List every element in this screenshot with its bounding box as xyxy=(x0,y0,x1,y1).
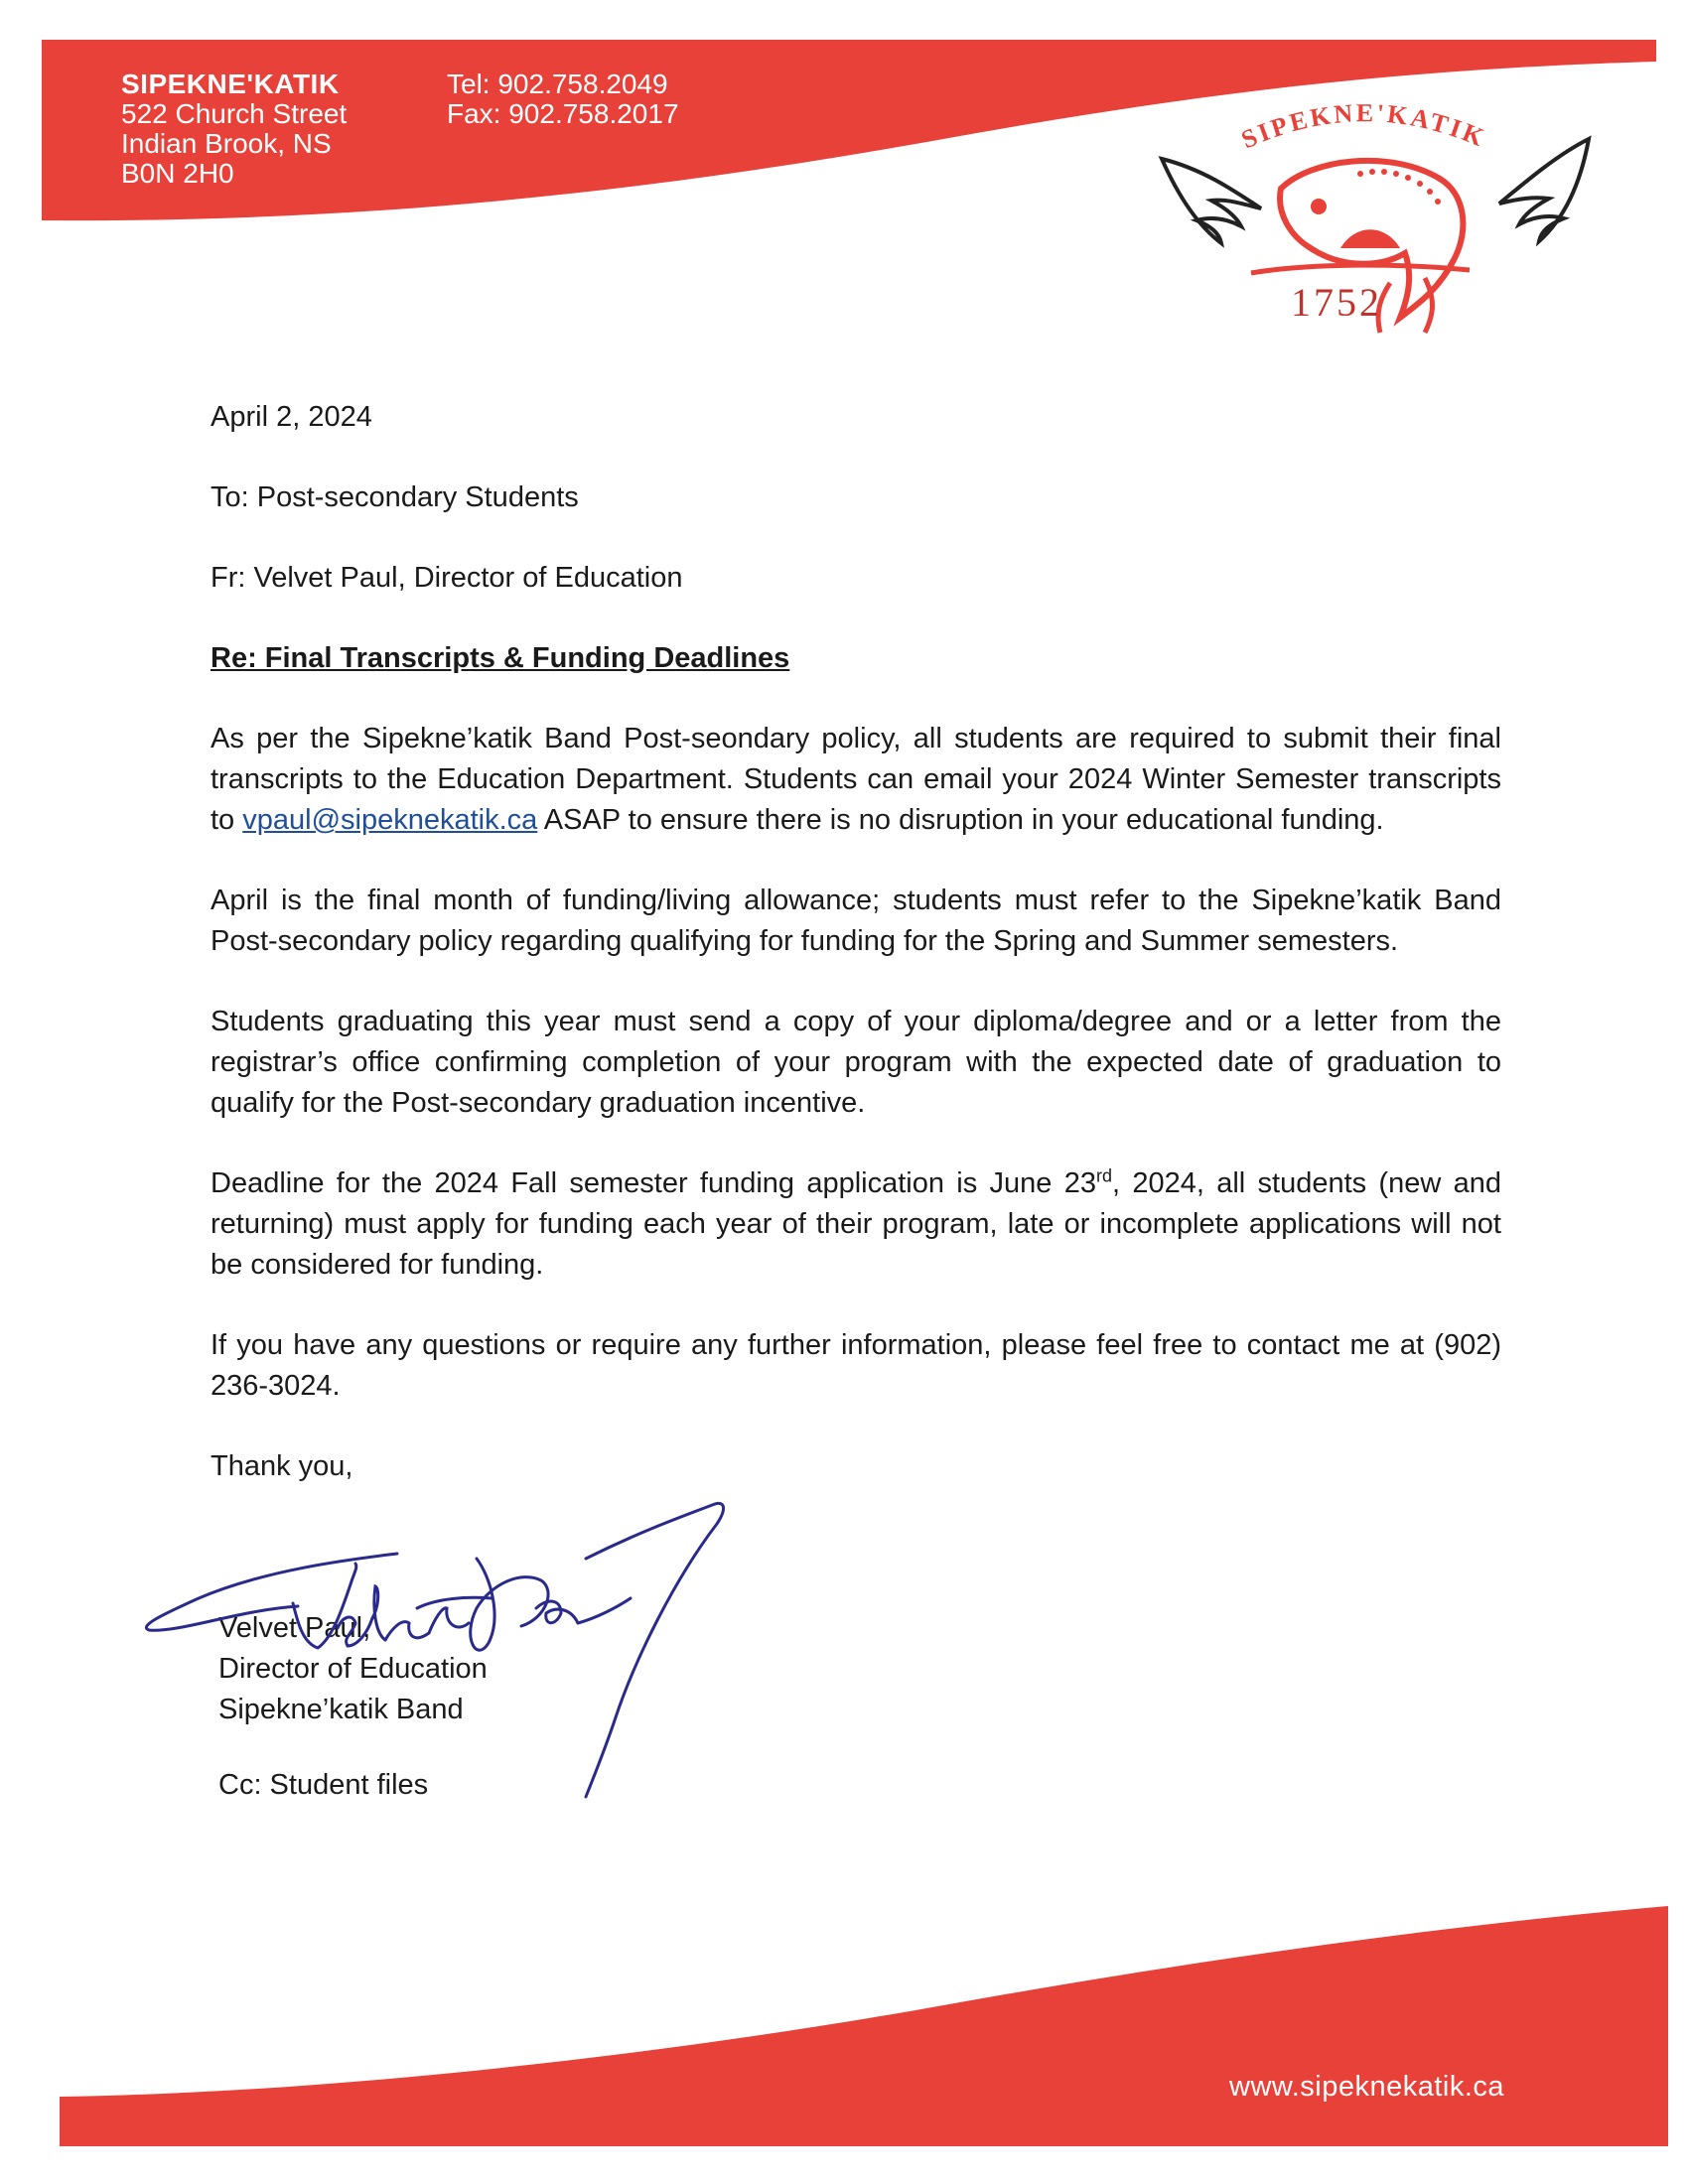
handwritten-signature xyxy=(119,1459,834,1817)
website-url[interactable]: www.sipeknekatik.ca xyxy=(1229,2071,1505,2103)
email-link[interactable]: vpaul@sipeknekatik.ca xyxy=(242,804,538,836)
letterhead-address xyxy=(121,69,347,189)
signer-org: Sipekne’katik Band xyxy=(218,1694,464,1725)
letter-date: April 2, 2024 xyxy=(211,401,372,433)
letterhead-contact xyxy=(447,69,679,129)
logo-year: 1752 xyxy=(1291,280,1382,325)
postal-code: B0N 2H0 xyxy=(121,158,234,189)
footer-band xyxy=(0,1866,1688,2184)
signer-title: Director of Education xyxy=(218,1653,488,1685)
sender-line: Fr: Velvet Paul, Director of Education xyxy=(211,562,683,594)
paragraph-contact: If you have any questions or require any further information, please feel free to contact me at (902) 236-3024. xyxy=(211,1329,1501,1402)
paragraph-transcripts: As per the Sipekne’katik Band Post-seondary policy, all students are required to submit their final transcripts to the Education Department. Students can email your 2024 Winter Semester transcripts to vpaul@sipeknekatik.ca ASAP to ensure there is no disruption in your educational funding. xyxy=(211,723,1501,836)
recipient-line: To: Post-secondary Students xyxy=(211,481,579,513)
org-name: SIPEKNE'KATIK xyxy=(121,68,340,99)
subject-line: Re: Final Transcripts & Funding Deadlines xyxy=(211,642,790,674)
telephone: Tel: 902.758.2049 xyxy=(447,68,668,99)
paragraph-graduation: Students graduating this year must send a copy of your diploma/degree and or a letter from the registrar’s office confirming completion of your program with the expected date of graduation to qualify for the Post-secondary graduation incentive. xyxy=(211,1006,1501,1119)
fax: Fax: 902.758.2017 xyxy=(447,98,679,129)
street-address: 522 Church Street xyxy=(121,98,348,129)
closing-line: Thank you, xyxy=(211,1450,353,1482)
city-address: Indian Brook, NS xyxy=(121,128,332,159)
signer-name: Velvet Paul, xyxy=(218,1612,371,1644)
paragraph-deadline: Deadline for the 2024 Fall semester funding application is June 23rd, 2024, all students (new and returning) must apply for funding each year of their program, late or incomplete applications will not be considered for funding. xyxy=(211,1165,1501,1281)
cc-line: Cc: Student files xyxy=(218,1769,429,1801)
salmon-emblem-icon xyxy=(1142,99,1609,338)
paragraph-funding-month: April is the final month of funding/living allowance; students must refer to the Sipekne’katik Band Post-secondary policy regarding qualifying for funding for the Spring and Summer semesters. xyxy=(211,885,1501,957)
svg-text:SIPEKNE'KATIK: SIPEKNE'KATIK xyxy=(1236,99,1491,155)
letter-body xyxy=(211,397,1501,1487)
